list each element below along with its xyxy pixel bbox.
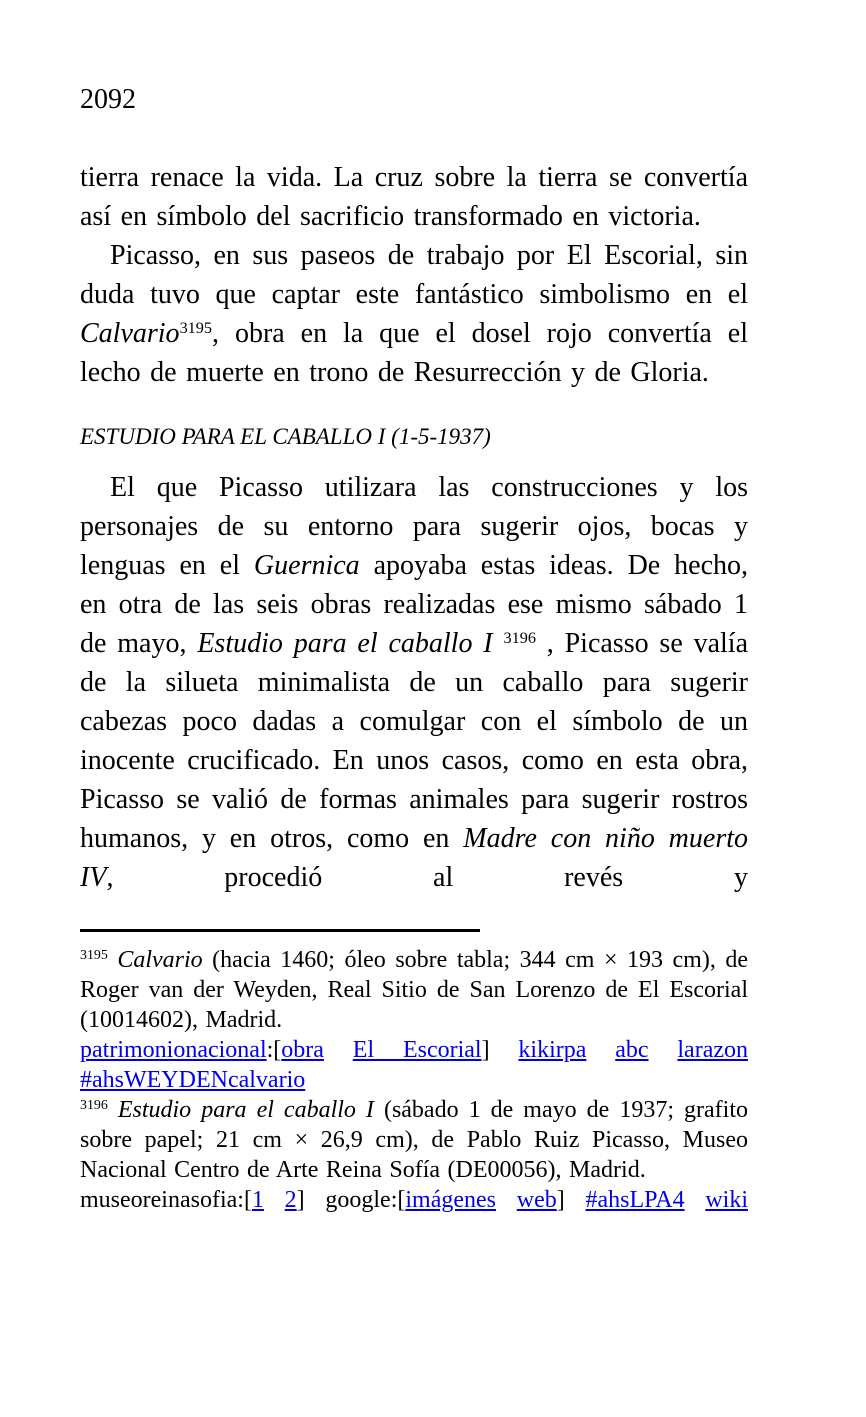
link-1[interactable]: 1 (251, 1187, 264, 1213)
text-run: (sábado 1 de mayo de 1937; grafito sobre papel; 21 cm × 26,9 cm), de Pablo Ruiz Picasso, Museo Nacional Centro de Arte Reina Sofía (DE00056), Madrid. (80, 1097, 748, 1183)
text-run (324, 1037, 353, 1063)
text-run (586, 1037, 615, 1063)
footnote-3196 (80, 1095, 748, 1215)
link-larazon[interactable]: larazon (677, 1037, 749, 1063)
text-run (496, 1187, 517, 1213)
italic-title: Madre con niño muerto IV (80, 823, 749, 893)
body-text (80, 158, 748, 897)
text-run (108, 1097, 118, 1123)
link-el-escorial[interactable]: El Escorial (352, 1037, 482, 1063)
link-2[interactable]: 2 (284, 1187, 297, 1213)
paragraph-3 (80, 468, 748, 897)
paragraph-2 (80, 236, 748, 392)
text-run: Picasso, en sus paseos de trabajo por El Escorial, sin duda tuvo que captar este fantástico simbolismo en el (80, 240, 748, 310)
text-run (685, 1187, 706, 1213)
text-run: ] (556, 1187, 586, 1213)
text-run (108, 947, 118, 973)
link-imágenes[interactable]: imágenes (405, 1187, 497, 1213)
italic-title: Estudio para el caballo I (197, 628, 493, 659)
text-run: , procedió al revés y (106, 862, 748, 893)
link-abc[interactable]: abc (615, 1037, 649, 1063)
italic-title: Calvario (80, 318, 180, 349)
text-run: :[ (266, 1037, 282, 1063)
paragraph-1: tierra renace la vida. La cruz sobre la tierra se convertía así en símbolo del sacrificio transformado en victoria. (80, 162, 748, 232)
footnote-ref: 3196 (503, 629, 536, 648)
footnote-3195-links (80, 1035, 748, 1065)
footnote-3195-body (80, 945, 748, 1035)
link-obra[interactable]: obra (281, 1037, 324, 1063)
footnote-ref: 3195 (179, 319, 213, 338)
text-run: ] (481, 1037, 519, 1063)
footnote-3196-links (80, 1185, 748, 1215)
footnote-3195-tag (80, 1065, 748, 1095)
text-run (264, 1187, 285, 1213)
text-run: , Picasso se valía de la silueta minimalista de un caballo para sugerir cabezas poco dadas a comulgar con el símbolo de un inocente crucificado. En unos casos, como en esta obra, Picasso se valió de formas animales para sugerir rostros humanos, y en otros, como en (80, 628, 749, 854)
link-ahslpa4[interactable]: #ahsLPA4 (585, 1187, 685, 1213)
italic-title: Estudio para el caballo I (117, 1097, 374, 1123)
text-run: , obra en la que el dosel rojo convertía el lecho de muerte en trono de Resurrección y de Gloria. (80, 318, 748, 388)
page-number: 2092 (80, 84, 136, 115)
text-run (649, 1037, 678, 1063)
link-web[interactable]: web (516, 1187, 557, 1213)
text-run: ] google:[ (296, 1187, 406, 1213)
italic-title: Guernica (253, 550, 360, 581)
link-ahsweydencalvario[interactable]: #ahsWEYDENcalvario (80, 1067, 306, 1093)
footnotes (80, 945, 748, 1215)
text-run (493, 628, 504, 659)
link-wiki[interactable]: wiki (705, 1187, 749, 1213)
text-run: (hacia 1460; óleo sobre tabla; 344 cm × 193 cm), de Roger van der Weyden, Real Sitio de San Lorenzo de El Escorial (10014602), Madrid. (80, 947, 749, 1033)
link-patrimonionacional[interactable]: patrimonionacional (80, 1037, 267, 1063)
footnote-ref: 3195 (80, 948, 108, 964)
footnote-3195 (80, 945, 748, 1095)
footnote-ref: 3196 (80, 1098, 108, 1114)
footnote-separator (80, 929, 480, 932)
link-kikirpa[interactable]: kikirpa (518, 1037, 587, 1063)
section-heading: ESTUDIO PARA EL CABALLO I (1-5-1937) (80, 424, 491, 449)
footnote-3196-body (80, 1095, 748, 1185)
text-run: museoreinasofia:[ (80, 1187, 252, 1213)
italic-title: Calvario (117, 947, 203, 973)
text-run: apoyaba estas ideas. De hecho, en otra de las seis obras realizadas ese mismo sábado 1 de mayo, (80, 550, 749, 659)
text-run: El que Picasso utilizara las construcciones y los personajes de su entorno para sugerir ojos, bocas y lenguas en el (80, 472, 748, 581)
